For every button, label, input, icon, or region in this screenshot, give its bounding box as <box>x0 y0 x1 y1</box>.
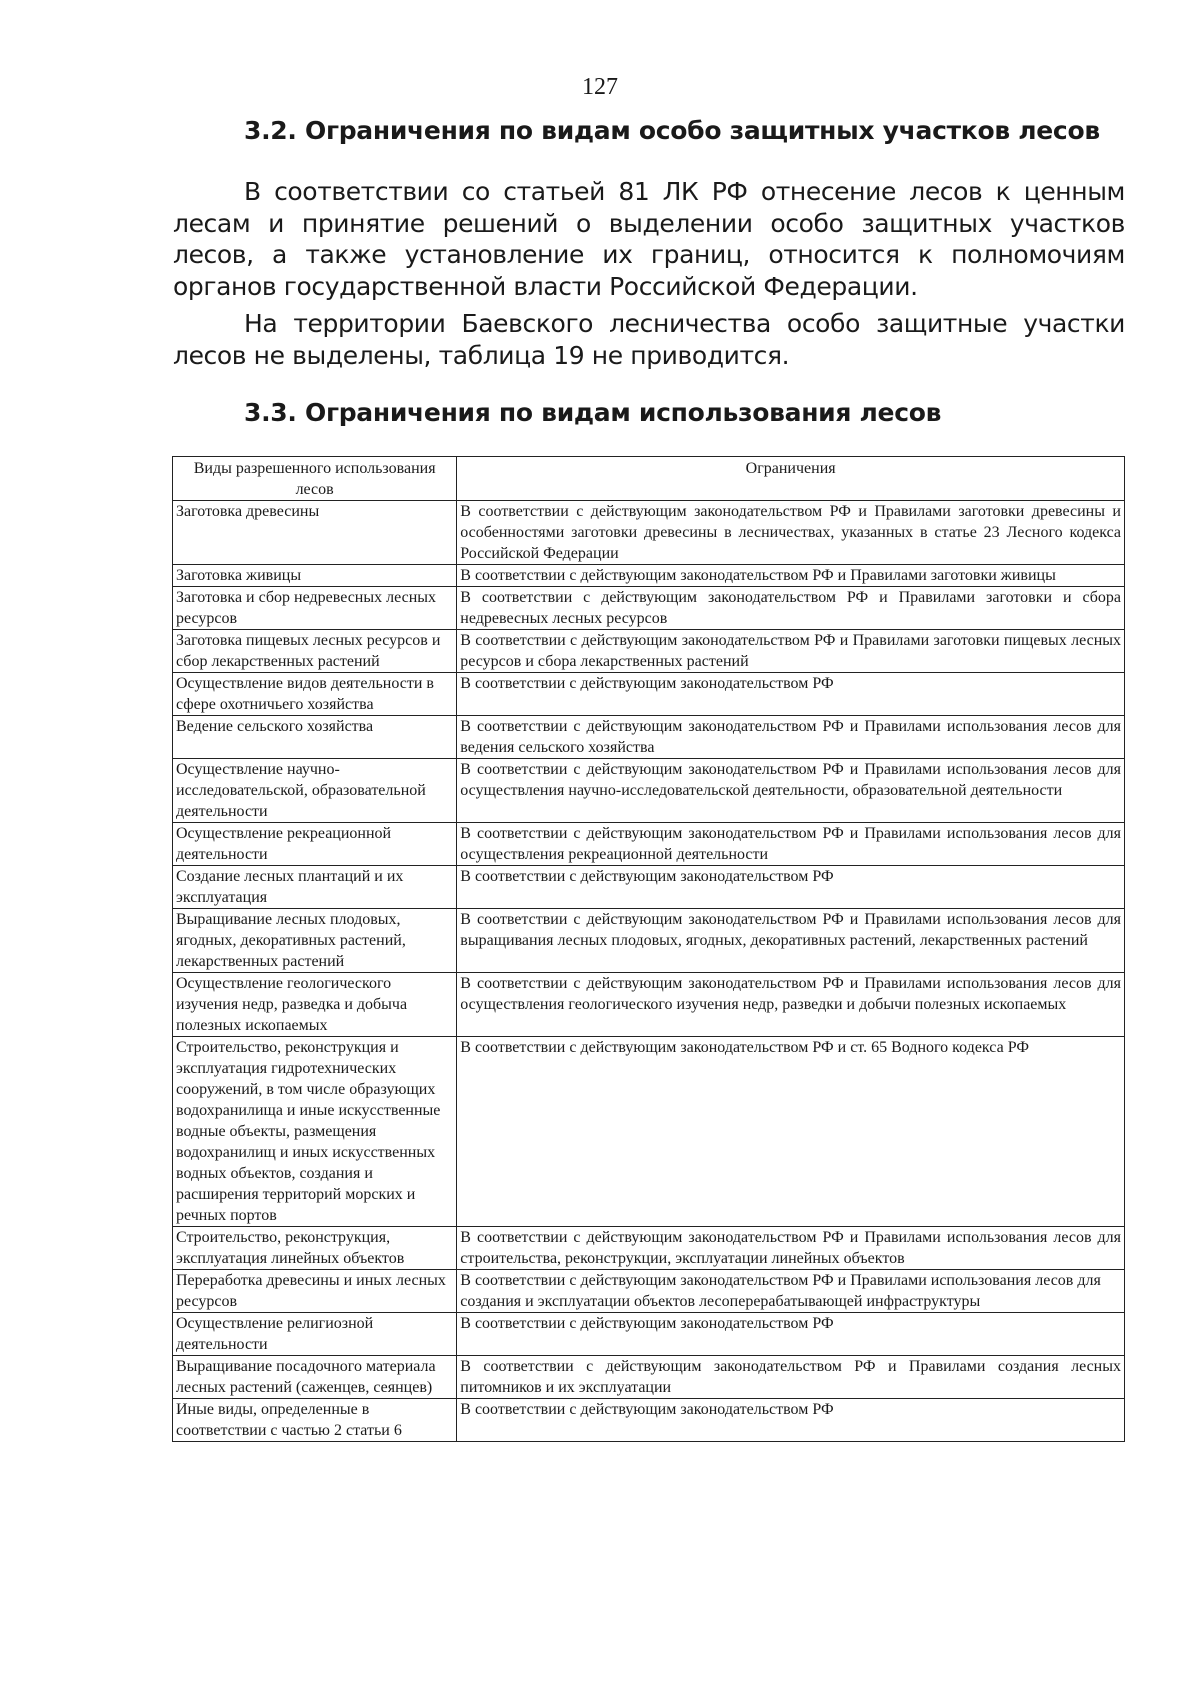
header-limits: Ограничения <box>457 457 1125 501</box>
limit-cell: В соответствии с действующим законодательством РФ и Правилами использования лесов для осуществления научно-исследовательской деятельности, образовательной деятельности <box>457 759 1125 823</box>
limit-cell: В соответствии с действующим законодательством РФ и Правилами использования лесов для создания и эксплуатации объектов лесоперерабатывающей инфраструктуры <box>457 1270 1125 1313</box>
usage-kind-cell: Заготовка и сбор недревесных лесных ресурсов <box>173 587 457 630</box>
table-body <box>173 501 1125 1442</box>
table-row <box>173 1270 1125 1313</box>
table-row <box>173 1356 1125 1399</box>
limit-cell: В соответствии с действующим законодательством РФ <box>457 673 1125 716</box>
usage-kind-cell: Ведение сельского хозяйства <box>173 716 457 759</box>
table-row <box>173 1037 1125 1227</box>
limit-cell: В соответствии с действующим законодательством РФ и Правилами использования лесов для строительства, реконструкции, эксплуатации линейных объектов <box>457 1227 1125 1270</box>
table-row <box>173 759 1125 823</box>
table-row <box>173 1227 1125 1270</box>
table-row <box>173 973 1125 1037</box>
limit-cell: В соответствии с действующим законодательством РФ <box>457 1399 1125 1442</box>
table-row <box>173 673 1125 716</box>
table-row <box>173 909 1125 973</box>
table-row <box>173 866 1125 909</box>
limit-cell: В соответствии с действующим законодательством РФ и Правилами использования лесов для ведения сельского хозяйства <box>457 716 1125 759</box>
usage-kind-cell: Иные виды, определенные в соответствии с частью 2 статьи 6 <box>173 1399 457 1442</box>
table-row <box>173 630 1125 673</box>
usage-kind-cell: Осуществление геологического изучения недр, разведка и добыча полезных ископаемых <box>173 973 457 1037</box>
usage-kind-cell: Выращивание лесных плодовых, ягодных, декоративных растений, лекарственных растений <box>173 909 457 973</box>
paragraph-text: На территории Баевского лесничества особо защитные участки лесов не выделены, таблица 19 не приводится. <box>173 309 1125 370</box>
usage-kind-cell: Заготовка живицы <box>173 565 457 587</box>
table-row <box>173 587 1125 630</box>
table-row <box>173 716 1125 759</box>
limit-cell: В соответствии с действующим законодательством РФ и Правилами заготовки пищевых лесных ресурсов и сбора лекарственных растений <box>457 630 1125 673</box>
limit-cell: В соответствии с действующим законодательством РФ и Правилами использования лесов для осуществления геологического изучения недр, разведки и добычи полезных ископаемых <box>457 973 1125 1037</box>
usage-kind-cell: Заготовка древесины <box>173 501 457 565</box>
usage-kind-cell: Строительство, реконструкция, эксплуатация линейных объектов <box>173 1227 457 1270</box>
usage-kind-cell: Строительство, реконструкция и эксплуатация гидротехнических сооружений, в том числе образующих водохранилища и иные искусственные водные объекты, размещения водохранилищ и иных искусственных водных объектов, создания и расширения территорий морских и речных портов <box>173 1037 457 1227</box>
paragraph-text: В соответствии со статьей 81 ЛК РФ отнесение лесов к ценным лесам и принятие решений о выделении особо защитных участков лесов, а также установление их границ, относится к полномочиям органов государственной власти Российской Федерации. <box>173 177 1125 301</box>
usage-limits-table <box>172 456 1125 1442</box>
table-header-row <box>173 457 1125 501</box>
usage-kind-cell: Заготовка пищевых лесных ресурсов и сбор лекарственных растений <box>173 630 457 673</box>
limit-cell: В соответствии с действующим законодательством РФ и Правилами заготовки и сбора недревесных лесных ресурсов <box>457 587 1125 630</box>
usage-kind-cell: Осуществление научно-исследовательской, образовательной деятельности <box>173 759 457 823</box>
section-heading-3-2: 3.2. Ограничения по видам особо защитных участков лесов <box>244 116 1100 145</box>
limit-cell: В соответствии с действующим законодательством РФ и ст. 65 Водного кодекса РФ <box>457 1037 1125 1227</box>
section-heading-3-3: 3.3. Ограничения по видам использования лесов <box>244 398 942 427</box>
limit-cell: В соответствии с действующим законодательством РФ и Правилами использования лесов для осуществления рекреационной деятельности <box>457 823 1125 866</box>
limit-cell: В соответствии с действующим законодательством РФ и Правилами использования лесов для выращивания лесных плодовых, ягодных, декоративных растений, лекарственных растений <box>457 909 1125 973</box>
table-row <box>173 1313 1125 1356</box>
usage-kind-cell: Переработка древесины и иных лесных ресурсов <box>173 1270 457 1313</box>
usage-kind-cell: Осуществление рекреационной деятельности <box>173 823 457 866</box>
limit-cell: В соответствии с действующим законодательством РФ и Правилами заготовки живицы <box>457 565 1125 587</box>
limit-cell: В соответствии с действующим законодательством РФ <box>457 1313 1125 1356</box>
section-3-2-paragraph-2 <box>173 308 1125 371</box>
limit-cell: В соответствии с действующим законодательством РФ <box>457 866 1125 909</box>
table-row <box>173 501 1125 565</box>
limit-cell: В соответствии с действующим законодательством РФ и Правилами создания лесных питомников и их эксплуатации <box>457 1356 1125 1399</box>
usage-kind-cell: Создание лесных плантаций и их эксплуатация <box>173 866 457 909</box>
usage-kind-cell: Осуществление видов деятельности в сфере охотничьего хозяйства <box>173 673 457 716</box>
header-usage-kind: Виды разрешенного использования лесов <box>173 457 457 501</box>
usage-kind-cell: Осуществление религиозной деятельности <box>173 1313 457 1356</box>
page-number: 127 <box>582 74 618 100</box>
table-row <box>173 1399 1125 1442</box>
table-row <box>173 565 1125 587</box>
usage-kind-cell: Выращивание посадочного материала лесных растений (саженцев, сеянцев) <box>173 1356 457 1399</box>
table-row <box>173 823 1125 866</box>
limit-cell: В соответствии с действующим законодательством РФ и Правилами заготовки древесины и особенностями заготовки древесины в лесничествах, указанных в статье 23 Лесного кодекса Российской Федерации <box>457 501 1125 565</box>
section-3-2-paragraph-1 <box>173 176 1125 302</box>
